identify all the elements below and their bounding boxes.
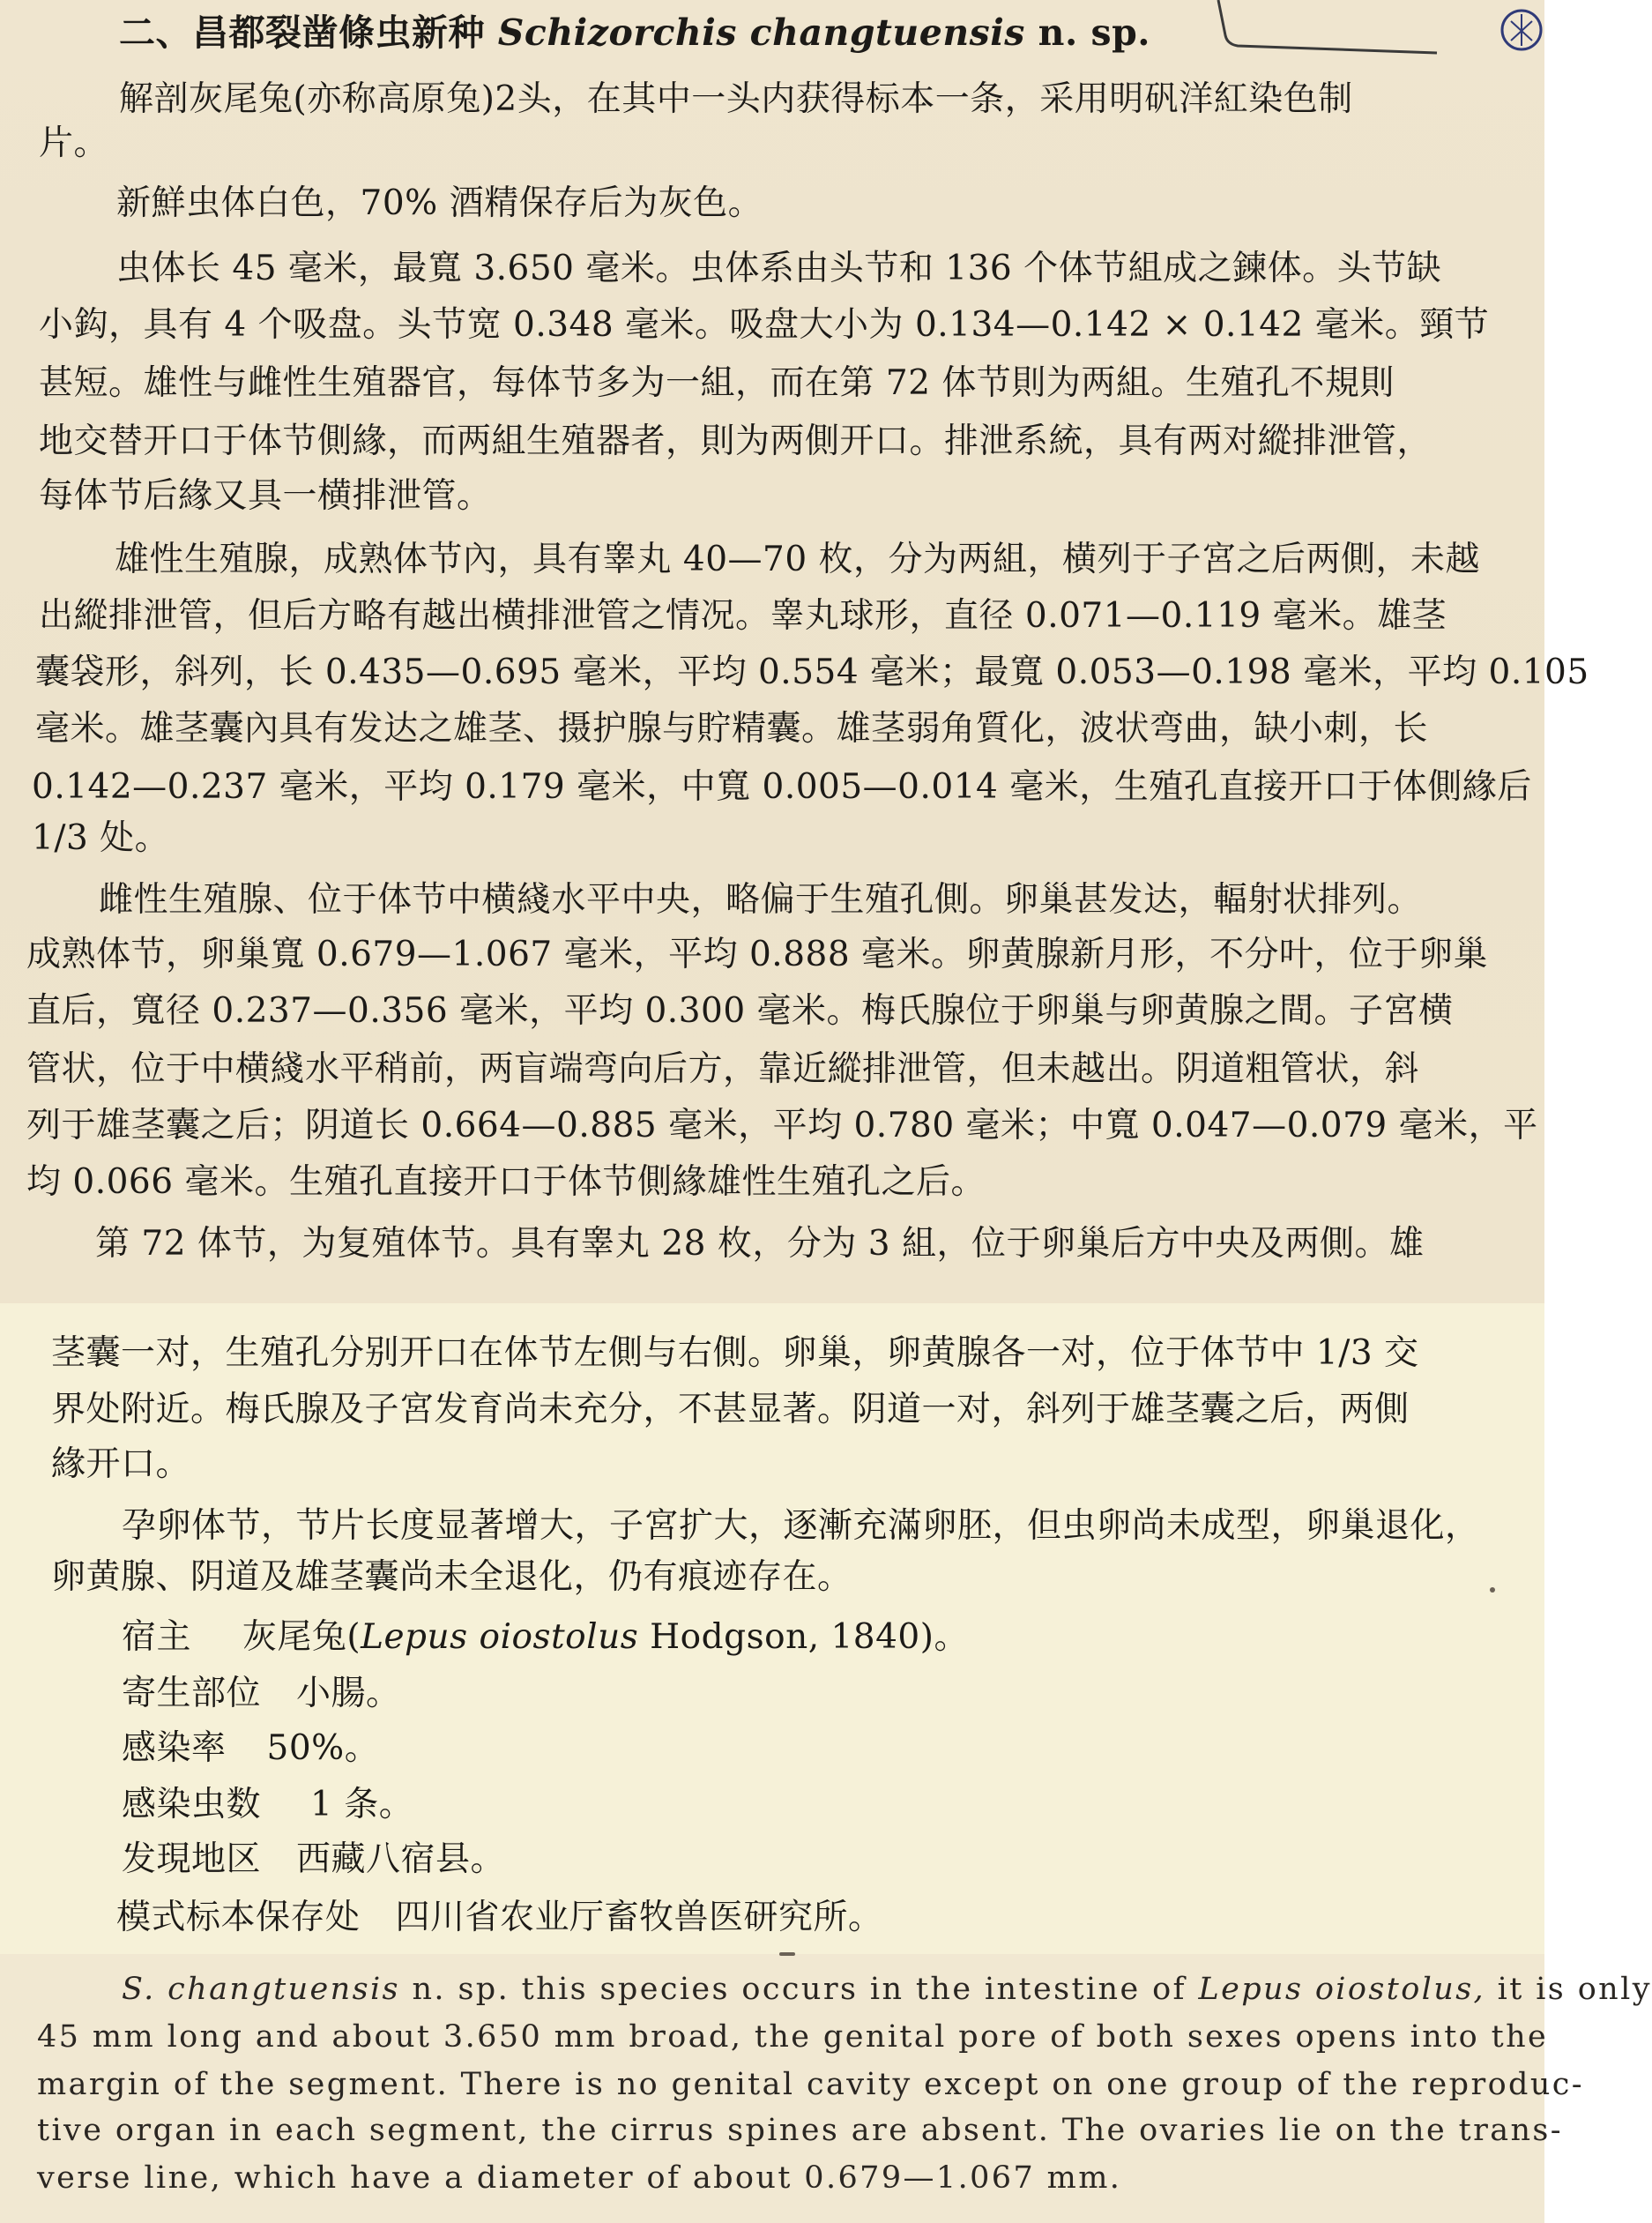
field-label: 感染率 [122,1728,227,1768]
body-line: 虫体长 45 毫米，最寬 3.650 毫米。虫体系由头节和 136 个体节組成之鍊体。头节缺 [116,249,1442,288]
body-line: 均 0.066 毫米。生殖孔直接开口于体节側緣雄性生殖孔之后。 [26,1162,986,1202]
body-line: 甚短。雄性与雌性生殖器官，每体节多为一組，而在第 72 体节則为两組。生殖孔不規則 [39,363,1395,403]
english-summary-line: verse line, which have a diameter of about 0.679—1.067 mm. [37,2160,1122,2196]
body-line: 片。 [39,123,109,163]
field-locality [122,1839,505,1880]
heading-chinese: 二、昌都裂凿條虫新种 [119,11,485,54]
field-label: 寄生部位 [122,1674,262,1713]
field-label: 发現地区 [122,1839,262,1879]
body-line: 成熟体节，卵巢寬 0.679—1.067 毫米，平均 0.888 毫米。卵黄腺新月形，不分叶，位于卵巢 [26,935,1489,974]
body-line: 管状，位于中横綫水平稍前，两盲端弯向后方，靠近縱排泄管，但未越出。阴道粗管状，斜 [26,1049,1420,1089]
body-line: 0.142—0.237 毫米，平均 0.179 毫米，中寬 0.005—0.014 毫米，生殖孔直接开口于体側緣后 [32,767,1532,807]
body-line: 毫米。雄茎囊內具有发达之雄茎、摄护腺与貯精囊。雄茎弱角質化，波状弯曲，缺小刺，长 [35,709,1429,749]
field-label: 模式标本保存处 [116,1898,361,1937]
body-line: 新鮮虫体白色，70% 酒精保存后为灰色。 [116,183,763,223]
host-common-name: 灰尾兔 [242,1617,347,1657]
field-site [122,1674,401,1714]
body-line: 雌性生殖腺、位于体节中横綫水平中央，略偏于生殖孔側。卵巢甚发达，輻射状排列。 [99,880,1423,920]
body-line: 孕卵体节，节片长度显著增大，子宮扩大，逐漸充滿卵胚，但虫卵尚未成型，卵巢退化， [122,1506,1480,1546]
english-species-name: S. changtuensis [122,1972,400,2007]
english-host-name: Lepus oiostolus, [1198,1972,1486,2007]
english-summary-line: margin of the segment. There is no genital cavity except on one group of the reproduc- [37,2067,1585,2102]
body-line: 卵黄腺、阴道及雄茎囊尚未全退化，仍有痕迹存在。 [51,1557,852,1597]
body-line: 茎囊一对，生殖孔分别开口在体节左側与右側。卵巢，卵黄腺各一对，位于体节中 1/3 交 [51,1333,1419,1373]
body-line: 界处附近。梅氏腺及子宮发育尚未充分，不甚显著。阴道一对，斜列于雄茎囊之后，两側 [51,1390,1410,1429]
body-line: 第 72 体节，为复殖体节。具有睾丸 28 枚，分为 3 組，位于卵巢后方中央及两側。雄 [95,1224,1425,1264]
field-value: 西藏八宿县。 [296,1839,506,1879]
host-latin-name: Lepus oiostolus [361,1617,639,1657]
heading-suffix: n. sp. [1038,11,1151,54]
host-label: 宿主 [122,1617,192,1657]
body-line: 囊袋形，斜列，长 0.435—0.695 毫米，平均 0.554 毫米；最寬 0.053—0.198 毫米，平均 0.105 [35,653,1589,692]
field-value: 四川省农业厅畜牧兽医研究所。 [395,1898,883,1937]
stamp-outline-icon [1217,0,1463,55]
body-line: 雄性生殖腺，成熟体节內，具有睾丸 40—70 枚，分为两組，横列于子宮之后两側，未越 [115,540,1481,579]
body-line: 每体节后緣又具一横排泄管。 [39,476,492,516]
host-line: 宿主 灰尾兔(Lepus oiostolus Hodgson, 1840)。 [122,1617,969,1657]
body-line: 地交替开口于体节側緣，而两組生殖器者，則为两側开口。排泄系統，具有两对縱排泄管， [39,421,1432,461]
field-label: 感染虫数 [122,1785,262,1824]
scan-speck [1490,1587,1495,1593]
body-line: 1/3 处。 [32,818,170,858]
field-value: 1 条。 [310,1785,414,1824]
field-infection-rate [122,1728,379,1769]
scan-speck [779,1952,795,1956]
body-line: 解剖灰尾兔(亦称高原兔)2头，在其中一头内获得标本一条，采用明矾洋紅染色制 [119,79,1353,119]
body-line: 小鈎，具有 4 个吸盘。头节宽 0.348 毫米。吸盘大小为 0.134—0.142 × 0.142 毫米。頸节 [39,305,1490,345]
field-value: 50%。 [266,1728,380,1768]
body-line: 列于雄茎囊之后；阴道长 0.664—0.885 毫米，平均 0.780 毫米；中寬 0.047—0.079 毫米，平 [26,1106,1538,1145]
article-heading [119,12,1150,53]
body-line: 直后，寬径 0.237—0.356 毫米，平均 0.300 毫米。梅氏腺位于卵巢与卵黄腺之間。子宮横 [26,991,1454,1031]
field-worm-count [122,1785,413,1825]
heading-species-name: Schizorchis changtuensis [497,11,1025,54]
english-summary-line: 45 mm long and about 3.650 mm broad, the genital pore of both sexes opens into the [37,2019,1549,2055]
body-line: 緣开口。 [51,1444,191,1484]
body-line: 出縱排泄管，但后方略有越出横排泄管之情况。睾丸球形，直径 0.071—0.119 毫米。雄茎 [39,596,1447,636]
english-summary-line: tive organ in each segment, the cirrus spines are absent. The ovaries lie on the trans- [37,2113,1563,2148]
host-authority: Hodgson, 1840)。 [650,1617,969,1657]
field-type-depository [116,1898,883,1938]
english-summary-line: S. changtuensis n. sp. this species occurs in the intestine of Lepus oiostolus, it is only [122,1972,1652,2007]
seal-icon [1499,7,1544,53]
field-value: 小腸。 [296,1674,401,1713]
